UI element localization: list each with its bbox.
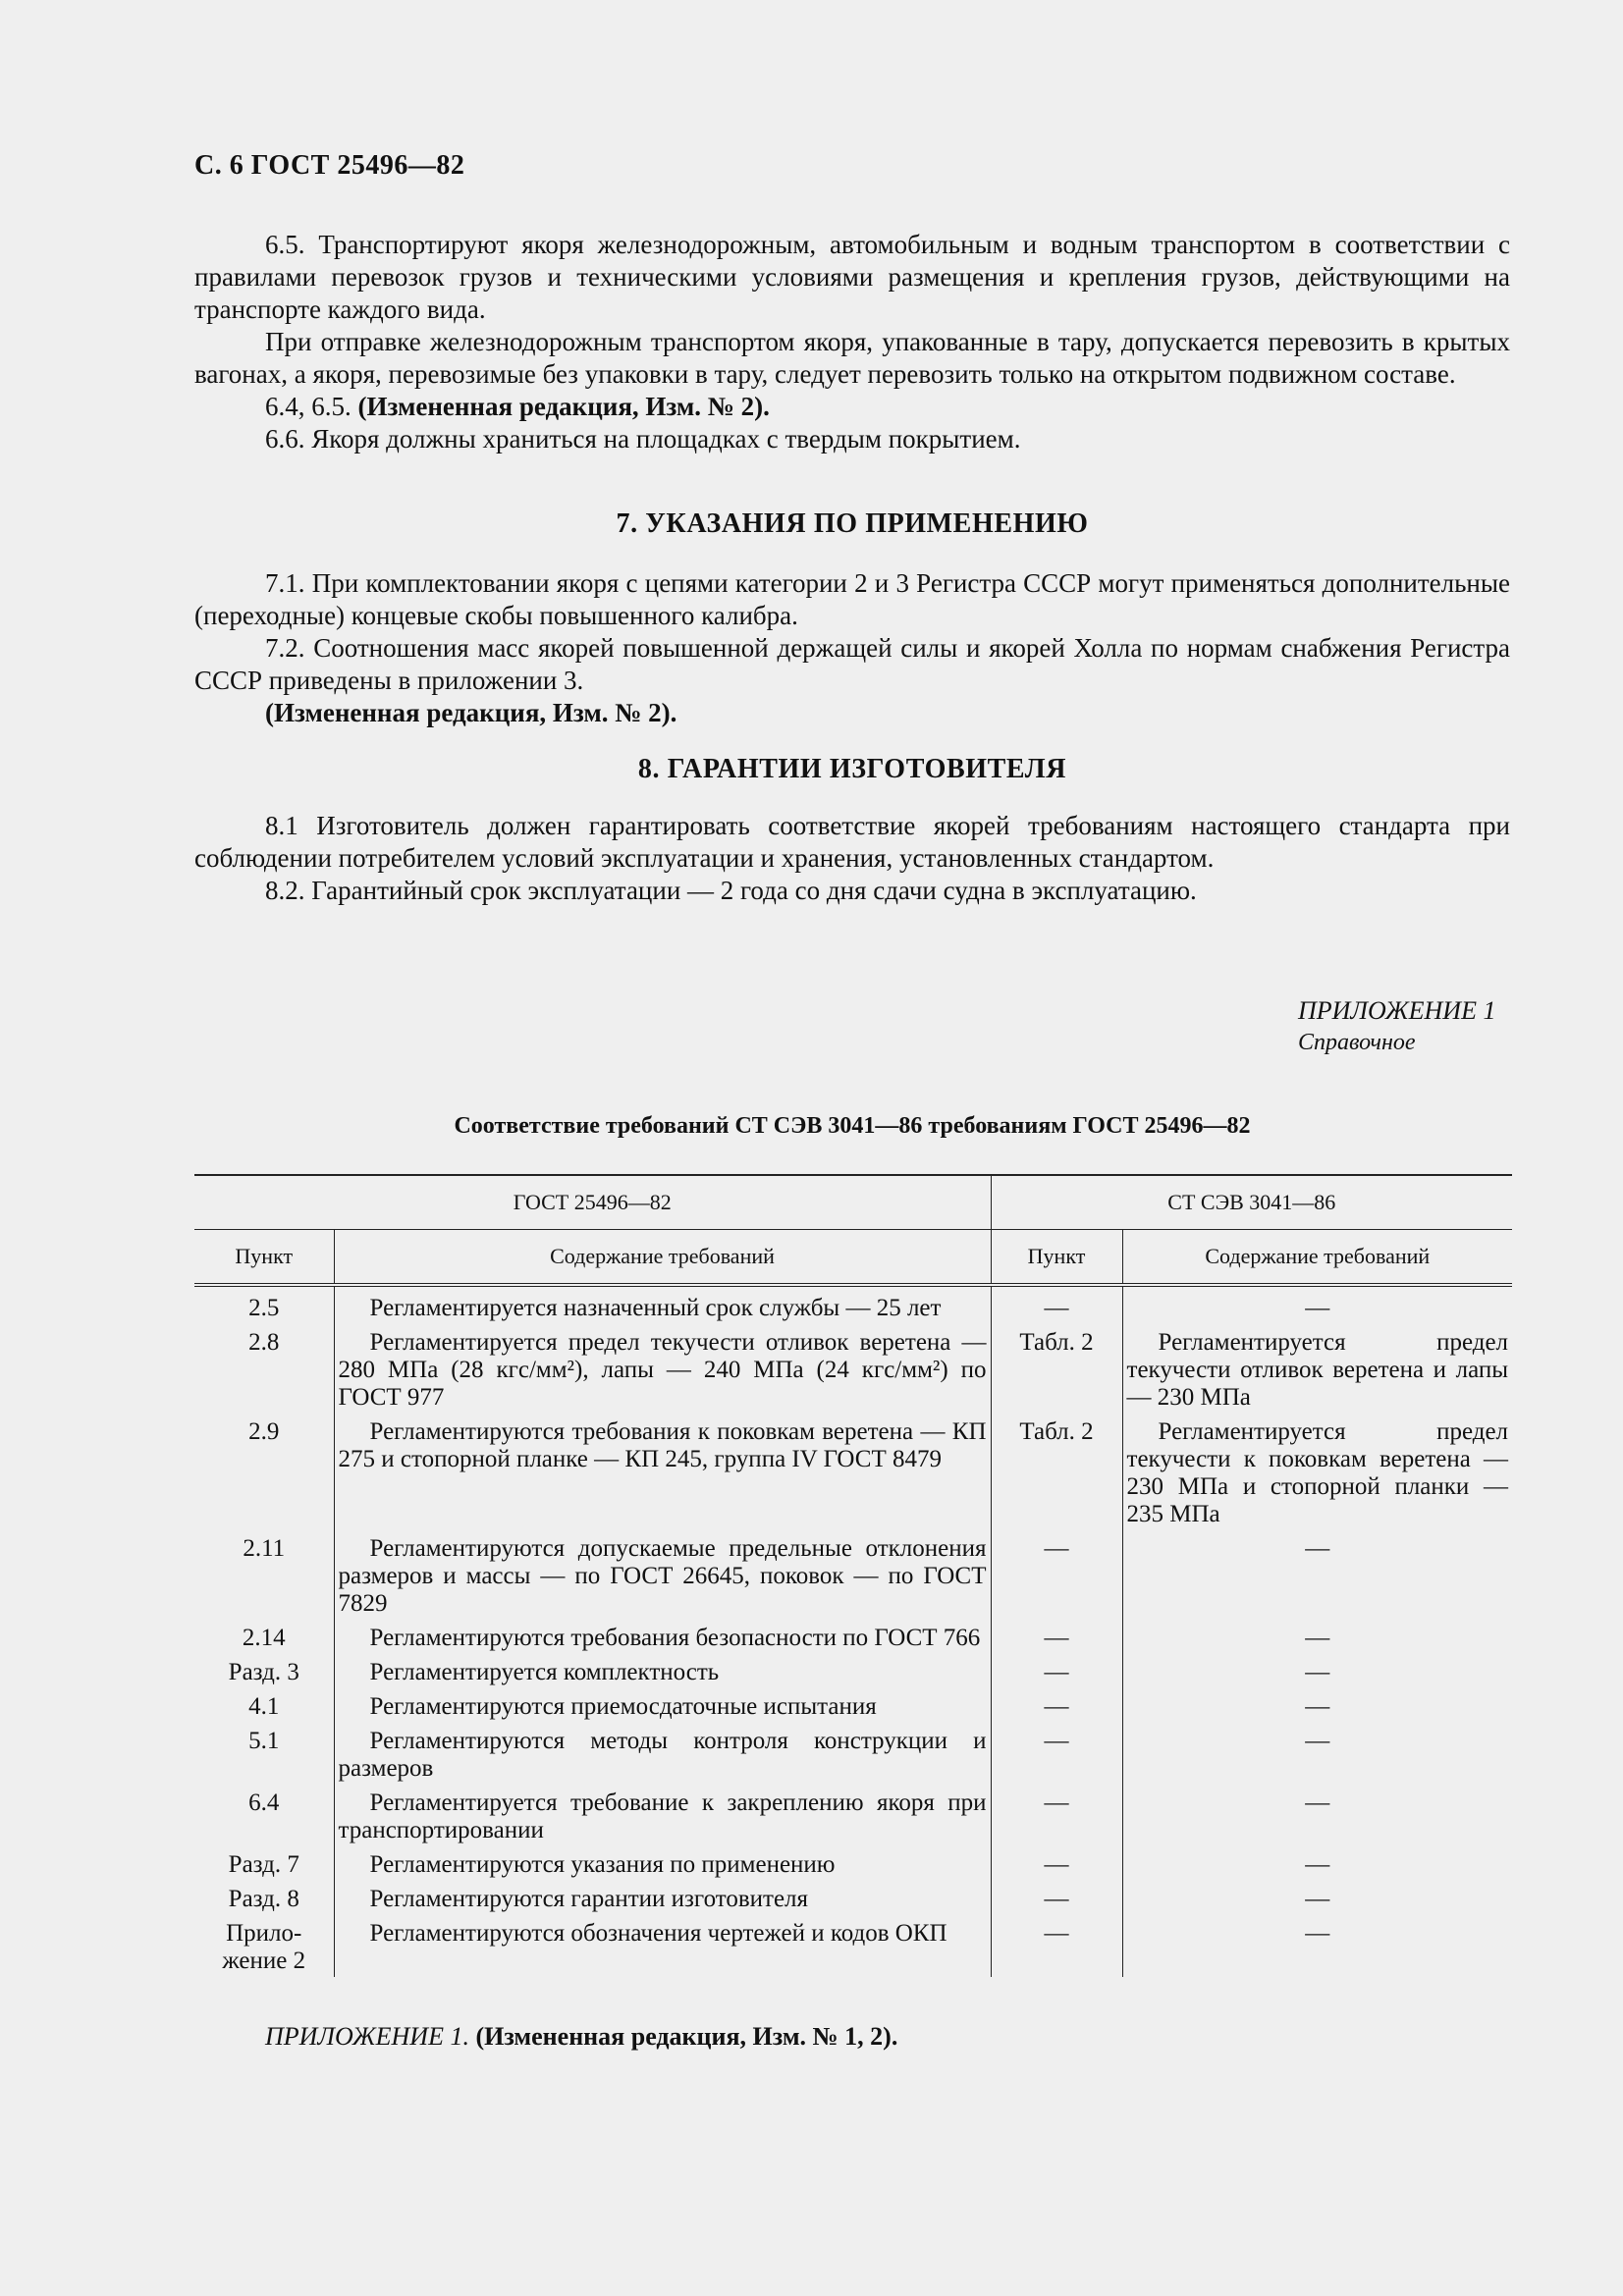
row-point-text: 2.9 — [248, 1418, 280, 1445]
paragraph-6-5-b: При отправке железнодорожным транспортом якоря, упакованные в тару, допускается перевозить в крытых вагонах, а якоря, перевозимые без упаковки в тару, следует перевозить только на открытом подвижном составе. — [194, 327, 1510, 389]
row-point-2 — [991, 1849, 1122, 1884]
row-point-2-text: — — [1044, 1625, 1069, 1651]
section-8-text — [194, 810, 1510, 907]
row-point-2 — [991, 1691, 1122, 1726]
row-content — [334, 1726, 991, 1788]
row-point — [194, 1416, 334, 1533]
row-content-text: Регламентируется требование к закреплению якоря при транспортировании — [338, 1789, 987, 1843]
row-content-2 — [1122, 1726, 1512, 1788]
row-content — [334, 1691, 991, 1726]
row-point-2-text: — — [1044, 1535, 1069, 1562]
row-content-2 — [1122, 1623, 1512, 1657]
paragraph-6-5: 6.5. Транспортируют якоря железнодорожным, автомобильным и водным транспортом в соответствии с правилами перевозок грузов и техническими условиями размещения и крепления грузов, действующими на транспорте каждого вида. — [194, 230, 1510, 324]
row-content-text: Регламентируется назначенный срок службы — 25 лет — [369, 1295, 942, 1321]
comparison-table — [194, 1174, 1512, 1977]
row-point-text: Прило-жение 2 — [222, 1920, 306, 1974]
row-content-2-text: — — [1305, 1920, 1330, 1947]
row-content-2-text: — — [1305, 1295, 1330, 1321]
paragraph-6-4-6-5 — [194, 391, 1510, 423]
table-row — [194, 1327, 1512, 1416]
table-row — [194, 1285, 1512, 1327]
row-content-text: Регламентируются допускаемые предельные отклонения размеров и массы — по ГОСТ 26645, поковок — по ГОСТ 7829 — [338, 1535, 987, 1617]
row-point-text: Разд. 7 — [228, 1851, 299, 1878]
row-point — [194, 1533, 334, 1623]
row-content-text: Регламентируются требования безопасности по ГОСТ 766 — [369, 1625, 981, 1651]
row-point-2 — [991, 1657, 1122, 1691]
row-point — [194, 1918, 334, 1977]
paragraph-6-6: 6.6. Якоря должны храниться на площадках с твердым покрытием. — [265, 424, 1021, 454]
row-content — [334, 1416, 991, 1533]
row-content-2-text: Регламентируется предел текучести к поковкам веретена — 230 МПа и стопорной планки — 235 МПа — [1126, 1418, 1509, 1527]
row-content-2 — [1122, 1884, 1512, 1918]
row-point — [194, 1285, 334, 1327]
row-content-2 — [1122, 1788, 1512, 1849]
row-content-2-text: — — [1305, 1851, 1330, 1878]
row-point-2-text: — — [1044, 1659, 1069, 1685]
row-content-2-text: — — [1305, 1659, 1330, 1685]
row-point — [194, 1849, 334, 1884]
row-point — [194, 1623, 334, 1657]
row-content-2-text: — — [1305, 1625, 1330, 1651]
row-content-text: Регламентируются указания по применению — [369, 1851, 836, 1878]
row-point — [194, 1884, 334, 1918]
row-content-text: Регламентируются приемосдаточные испытания — [369, 1693, 877, 1720]
row-content-text: Регламентируются методы контроля конструкции и размеров — [338, 1728, 987, 1782]
row-point-2-text: — — [1044, 1851, 1069, 1878]
col-header-content-2: Содержание требований — [1122, 1230, 1512, 1286]
row-point — [194, 1657, 334, 1691]
amend-note: (Измененная редакция, Изм. № 2). — [357, 392, 770, 421]
row-point-text: 6.4 — [248, 1789, 280, 1816]
row-content-2 — [1122, 1691, 1512, 1726]
row-content-2 — [1122, 1416, 1512, 1533]
table-row — [194, 1884, 1512, 1918]
group-header-st-sev: СТ СЭВ 3041—86 — [991, 1175, 1512, 1230]
row-content-2 — [1122, 1849, 1512, 1884]
row-point-text: Разд. 8 — [228, 1886, 299, 1912]
row-content-2-text: — — [1305, 1728, 1330, 1754]
row-point-2 — [991, 1533, 1122, 1623]
row-point-2 — [991, 1623, 1122, 1657]
section-8-title: 8. ГАРАНТИИ ИЗГОТОВИТЕЛЯ — [637, 754, 1067, 784]
row-content-2-text: — — [1305, 1535, 1330, 1562]
table-row — [194, 1788, 1512, 1849]
row-point-2 — [991, 1726, 1122, 1788]
table-row — [194, 1918, 1512, 1977]
footer-appendix-ref: ПРИЛОЖЕНИЕ 1. — [265, 2022, 469, 2051]
table-row — [194, 1691, 1512, 1726]
section-7-title: 7. УКАЗАНИЯ ПО ПРИМЕНЕНИЮ — [616, 508, 1089, 539]
footer-note — [265, 2022, 897, 2052]
row-point-2 — [991, 1884, 1122, 1918]
row-content — [334, 1327, 991, 1416]
row-point — [194, 1691, 334, 1726]
paragraph-7-1: 7.1. При комплектовании якоря с цепями категории 2 и 3 Регистра СССР могут применяться дополнительные (переходные) концевые скобы повышенного калибра. — [194, 568, 1510, 630]
appendix-label — [1298, 995, 1495, 1058]
row-point-2-text: — — [1044, 1920, 1069, 1947]
appendix-title: ПРИЛОЖЕНИЕ 1 — [1298, 996, 1496, 1025]
row-point-2-text: — — [1044, 1295, 1069, 1321]
row-content — [334, 1533, 991, 1623]
table-row — [194, 1623, 1512, 1657]
paragraph-8-1: 8.1 Изготовитель должен гарантировать соответствие якорей требованиям настоящего стандарта при соблюдении потребителем условий эксплуатации и хранения, установленных стандартом. — [194, 811, 1510, 873]
row-content — [334, 1788, 991, 1849]
table-row — [194, 1533, 1512, 1623]
col-header-content: Содержание требований — [334, 1230, 991, 1286]
row-point-2-text: — — [1044, 1789, 1069, 1816]
row-content-text: Регламентируются требования к поковкам веретена — КП 275 и стопорной планке — КП 245, группа IV ГОСТ 8479 — [338, 1418, 987, 1472]
row-point-text: 2.14 — [242, 1625, 286, 1651]
row-point — [194, 1788, 334, 1849]
row-content — [334, 1884, 991, 1918]
footer-amend-note: (Измененная редакция, Изм. № 1, 2). — [475, 2022, 898, 2051]
row-point-2 — [991, 1285, 1122, 1327]
row-content-2 — [1122, 1285, 1512, 1327]
row-content-2 — [1122, 1327, 1512, 1416]
table-row — [194, 1657, 1512, 1691]
table-row — [194, 1849, 1512, 1884]
row-point-2-text: Табл. 2 — [1019, 1329, 1094, 1356]
row-content-2-text: — — [1305, 1693, 1330, 1720]
row-point-text: 5.1 — [248, 1728, 280, 1754]
row-point-text: Разд. 3 — [228, 1659, 299, 1685]
row-point-text: 4.1 — [248, 1693, 280, 1720]
row-point-2 — [991, 1918, 1122, 1977]
col-header-point: Пункт — [194, 1230, 334, 1286]
row-content-2-text: Регламентируется предел текучести отливок веретена и лапы — 230 МПа — [1126, 1329, 1509, 1411]
table-row — [194, 1726, 1512, 1788]
row-content-2 — [1122, 1657, 1512, 1691]
row-content — [334, 1849, 991, 1884]
row-point — [194, 1726, 334, 1788]
col-header-point-2: Пункт — [991, 1230, 1122, 1286]
table-title: Соответствие требований СТ СЭВ 3041—86 требованиям ГОСТ 25496—82 — [454, 1113, 1251, 1139]
row-point-2 — [991, 1327, 1122, 1416]
row-point-2-text: Табл. 2 — [1019, 1418, 1094, 1445]
row-point-2 — [991, 1788, 1122, 1849]
row-content-2 — [1122, 1533, 1512, 1623]
row-point-text: 2.5 — [248, 1295, 280, 1321]
row-point-text: 2.11 — [243, 1535, 286, 1562]
row-content — [334, 1285, 991, 1327]
row-content — [334, 1657, 991, 1691]
amend-note-7: (Измененная редакция, Изм. № 2). — [265, 698, 677, 727]
paragraph-7-2: 7.2. Соотношения масс якорей повышенной держащей силы и якорей Холла по нормам снабжения Регистра СССР приведены в приложении 3. — [194, 633, 1510, 695]
row-point — [194, 1327, 334, 1416]
row-content-2-text: — — [1305, 1886, 1330, 1912]
section-6-text — [194, 229, 1510, 455]
row-point-2 — [991, 1416, 1122, 1533]
group-header-gost: ГОСТ 25496—82 — [194, 1175, 991, 1230]
row-point-2-text: — — [1044, 1886, 1069, 1912]
row-content-text: Регламентируются гарантии изготовителя — [369, 1886, 809, 1912]
row-content-2 — [1122, 1918, 1512, 1977]
row-content-2-text: — — [1305, 1789, 1330, 1816]
row-content — [334, 1918, 991, 1977]
row-point-2-text: — — [1044, 1693, 1069, 1720]
row-content — [334, 1623, 991, 1657]
row-point-2-text: — — [1044, 1728, 1069, 1754]
paragraph-8-2: 8.2. Гарантийный срок эксплуатации — 2 года со дня сдачи судна в эксплуатацию. — [265, 876, 1197, 905]
row-content-text: Регламентируются обозначения чертежей и кодов ОКП — [369, 1920, 947, 1947]
row-content-text: Регламентируется комплектность — [369, 1659, 720, 1685]
amend-prefix: 6.4, 6.5. — [265, 392, 352, 421]
row-point-text: 2.8 — [248, 1329, 280, 1356]
row-content-text: Регламентируется предел текучести отливок веретена — 280 МПа (28 кгс/мм²), лапы — 240 МПа (24 кгс/мм²) по ГОСТ 977 — [338, 1329, 987, 1411]
section-7-text — [194, 567, 1510, 729]
page-header: С. 6 ГОСТ 25496—82 — [194, 150, 465, 181]
table-row — [194, 1416, 1512, 1533]
appendix-subtitle: Справочное — [1298, 1030, 1416, 1055]
